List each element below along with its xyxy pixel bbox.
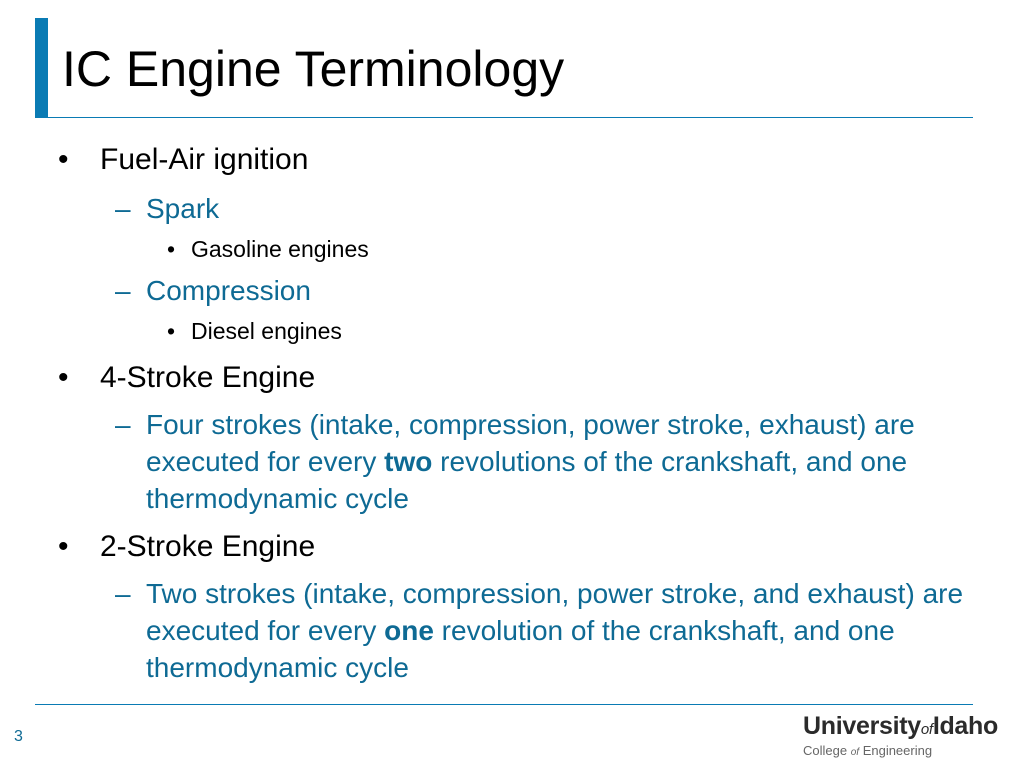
dash-marker: – bbox=[115, 193, 131, 224]
logo-college-line bbox=[803, 743, 932, 758]
bullet-marker: • bbox=[167, 318, 176, 344]
dash-marker: – bbox=[115, 409, 131, 440]
bullet-2-stroke bbox=[58, 530, 316, 564]
emphasis-one: one bbox=[384, 615, 434, 646]
desc-segment: revolutions of the crankshaft, and one thermodynamic cycle bbox=[146, 446, 908, 514]
logo-word-college: College bbox=[803, 743, 848, 758]
desc-segment: revolution of the crankshaft, and one thermodynamic cycle bbox=[146, 615, 895, 683]
subbullet-text: Spark bbox=[146, 193, 220, 224]
bullet-fuel-air-ignition bbox=[58, 143, 309, 177]
subsubbullet-gasoline bbox=[167, 235, 369, 263]
logo-university-line bbox=[803, 712, 998, 741]
footer-divider bbox=[35, 704, 973, 705]
bullet-text: 2-Stroke Engine bbox=[100, 530, 316, 563]
desc-segment: Four strokes (intake, compression, power stroke, exhaust) are executed for every bbox=[146, 409, 915, 477]
logo-word-engineering: Engineering bbox=[862, 743, 933, 758]
subsubbullet-text: Gasoline engines bbox=[191, 236, 369, 262]
subbullet-compression bbox=[115, 272, 311, 309]
bullet-marker: • bbox=[167, 236, 176, 262]
bullet-marker: • bbox=[58, 143, 69, 176]
subsubbullet-diesel bbox=[167, 317, 342, 345]
logo-word-idaho: Idaho bbox=[932, 712, 998, 740]
page-number: 3 bbox=[14, 728, 23, 745]
university-of-idaho-logo bbox=[803, 712, 1018, 764]
dash-marker: – bbox=[115, 275, 131, 306]
dash-marker: – bbox=[115, 578, 131, 609]
subsubbullet-text: Diesel engines bbox=[191, 318, 342, 344]
slide-title: IC Engine Terminology bbox=[62, 41, 565, 97]
logo-word-university: University bbox=[803, 712, 921, 740]
bullet-text: Fuel-Air ignition bbox=[100, 143, 309, 176]
subbullet-text: Compression bbox=[146, 275, 311, 306]
desc-segment: Two strokes (intake, compression, power stroke, and exhaust) are executed for every bbox=[146, 578, 964, 646]
subbullet-spark bbox=[115, 190, 220, 227]
subbullet-2-stroke-description bbox=[115, 575, 976, 686]
bullet-marker: • bbox=[58, 530, 69, 563]
subbullet-4-stroke-description bbox=[115, 406, 976, 517]
bullet-marker: • bbox=[58, 361, 69, 394]
bullet-text: 4-Stroke Engine bbox=[100, 361, 316, 394]
bullet-4-stroke bbox=[58, 361, 316, 395]
logo-word-of-small: of bbox=[850, 747, 860, 758]
logo-word-of: of bbox=[920, 721, 933, 738]
emphasis-two: two bbox=[384, 446, 433, 477]
